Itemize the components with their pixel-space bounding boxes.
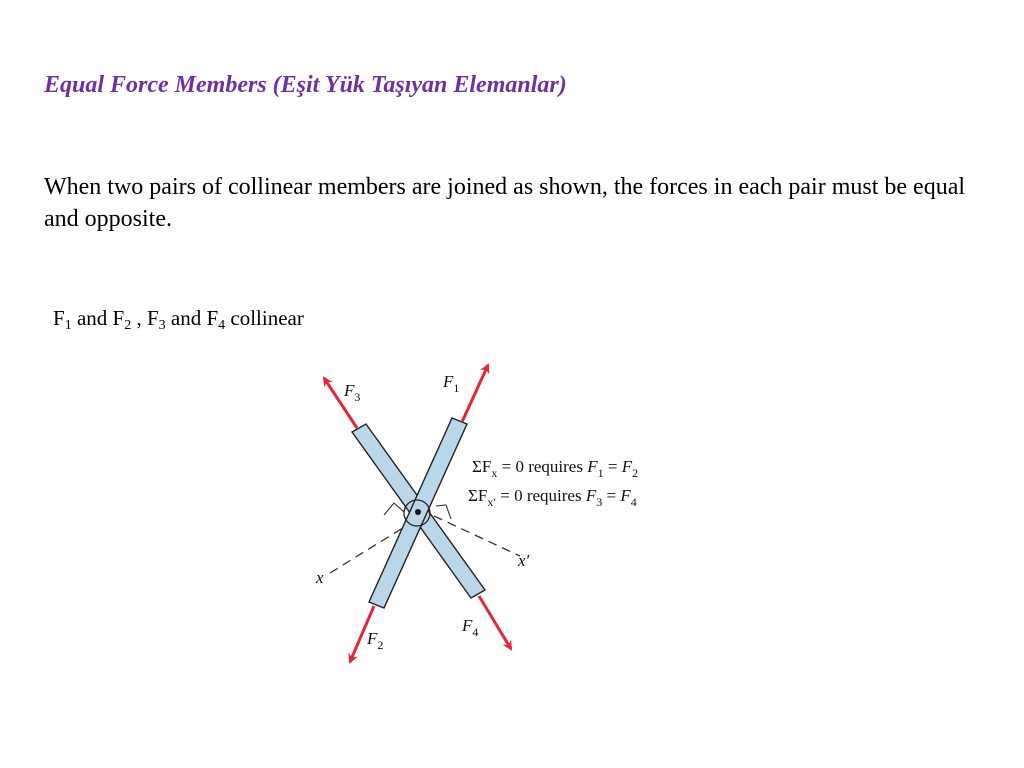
arrow-f1 bbox=[462, 365, 488, 422]
slide-title: Equal Force Members (Eşit Yük Taşıyan Elemanlar) bbox=[44, 72, 567, 98]
label-x-axis: x bbox=[316, 568, 324, 587]
arrow-f4 bbox=[479, 596, 511, 649]
label-f4: $F_4$ bbox=[462, 616, 479, 639]
collinear-part: and F bbox=[71, 306, 125, 330]
collinear-subscript: 3 bbox=[158, 318, 166, 333]
collinear-part: collinear bbox=[225, 306, 304, 330]
right-angle-mark-left bbox=[384, 503, 404, 515]
label-f2: $F_2$ bbox=[367, 629, 384, 652]
label-x-prime-axis: x′ bbox=[518, 551, 530, 570]
right-angle-mark-right bbox=[436, 505, 451, 519]
collinear-part: F bbox=[53, 306, 65, 330]
collinear-part: and F bbox=[165, 306, 219, 330]
collinear-part: , F bbox=[131, 306, 159, 330]
collinear-subscript: 4 bbox=[218, 318, 226, 333]
label-f3: $F_3$ bbox=[344, 381, 361, 404]
pin-joint-icon bbox=[415, 509, 421, 515]
collinear-subscript: 1 bbox=[64, 318, 72, 333]
collinear-note bbox=[53, 306, 304, 331]
equation-sum-fx-prime: $\Sigma F_{x'} = 0$ requires $F_3 = F_4$ bbox=[468, 486, 637, 509]
collinear-subscript: 2 bbox=[124, 318, 132, 333]
force-diagram bbox=[300, 355, 710, 675]
equation-sum-fx: $\Sigma F_x = 0$ requires $F_1 = F_2$ bbox=[472, 457, 639, 480]
label-f1: $F_1$ bbox=[443, 372, 460, 395]
body-paragraph: When two pairs of collinear members are joined as shown, the forces in each pair must be equal and opposite. bbox=[44, 174, 966, 232]
